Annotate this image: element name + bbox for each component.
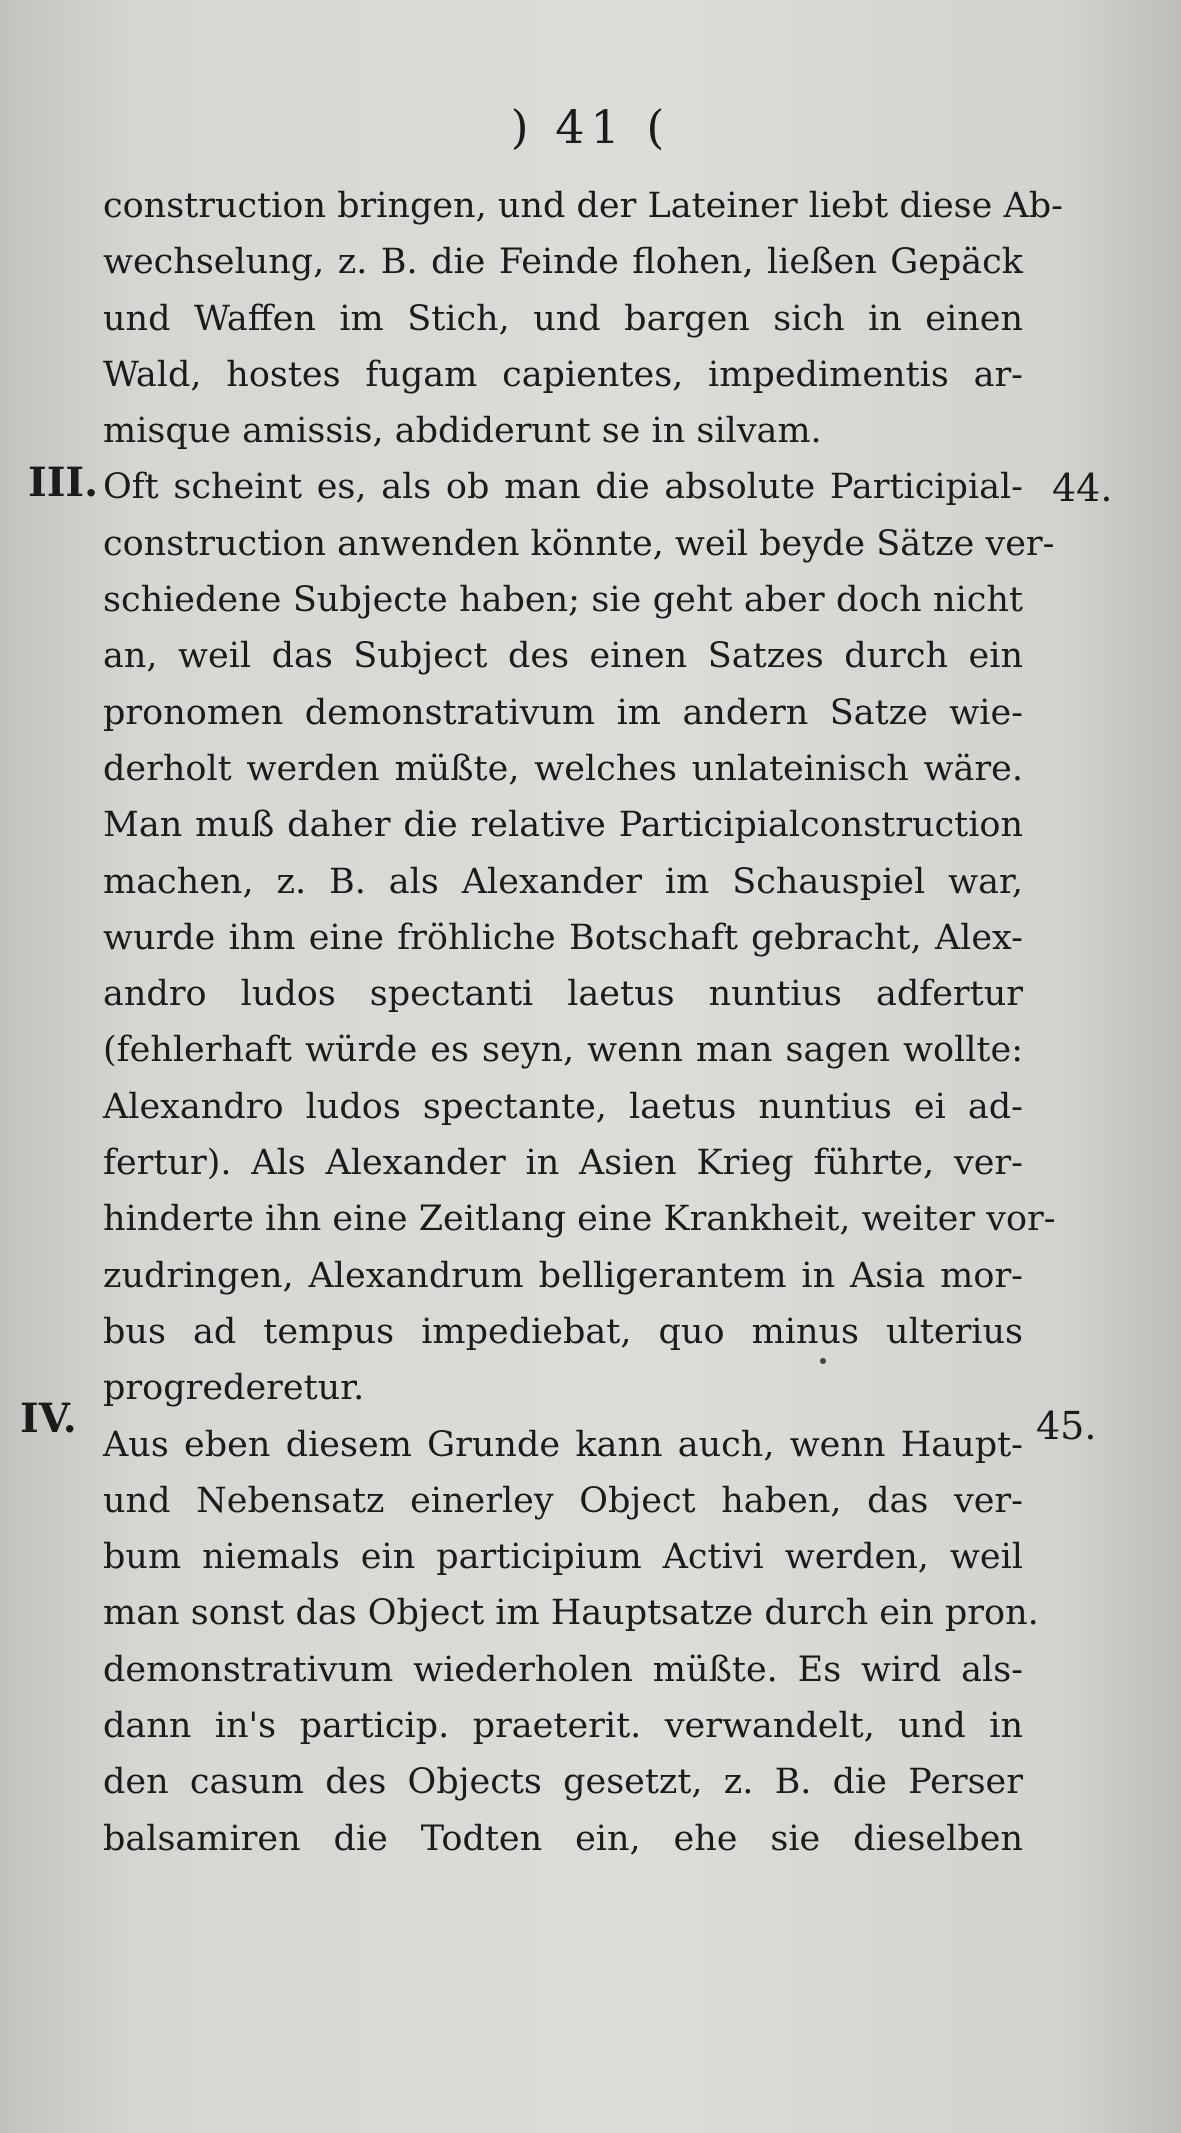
page-number: ) 41 (	[510, 100, 671, 154]
text-line: den casum des Objects gesetzt, z. B. die Perser	[103, 1762, 1023, 1803]
text-line: schiedene Subjecte haben; sie geht aber doch nicht	[103, 580, 1023, 621]
text-line: derholt werden müßte, welches unlateinisch wäre.	[103, 748, 1023, 789]
text-line: construction anwenden könnte, weil beyde Sätze ver-	[103, 523, 1055, 564]
text-line: demonstrativum wiederholen müßte. Es wird als-	[103, 1649, 1023, 1690]
text-line: bus ad tempus impediebat, quo minus ulterius	[103, 1311, 1023, 1352]
text-line: zudringen, Alexandrum belligerantem in Asia mor-	[103, 1255, 1023, 1296]
text-line: wechselung, z. B. die Feinde flohen, ließen Gepäck	[103, 242, 1023, 283]
text-line: an, weil das Subject des einen Satzes durch ein	[103, 636, 1023, 677]
section-number-iii: III.	[28, 459, 99, 506]
text-line: construction bringen, und der Lateiner liebt diese Ab-	[103, 186, 1063, 226]
text-line: fertur). Als Alexander in Asien Krieg führte, ver-	[103, 1143, 1023, 1184]
text-line: (fehlerhaft würde es seyn, wenn man sagen wollte:	[103, 1030, 1023, 1071]
text-line: Alexandro ludos spectante, laetus nuntius ei ad-	[103, 1086, 1023, 1127]
text-line: machen, z. B. als Alexander im Schauspiel war,	[103, 861, 1023, 902]
text-line: progrederetur.	[103, 1368, 365, 1409]
text-line: und Waffen im Stich, und bargen sich in einen	[103, 298, 1023, 339]
text-line: Aus eben diesem Grunde kann auch, wenn Haupt-	[103, 1424, 1023, 1465]
margin-number-45: 45.	[1036, 1404, 1097, 1448]
text-line: wurde ihm eine fröhliche Botschaft gebracht, Alex-	[103, 917, 1023, 958]
text-line: dann in's particip. praeterit. verwandelt, und in	[103, 1706, 1023, 1747]
text-line: misque amissis, abdiderunt se in silvam.	[103, 411, 822, 452]
text-line: Wald, hostes fugam capientes, impedimentis ar-	[103, 354, 1023, 395]
text-line: und Nebensatz einerley Object haben, das ver-	[103, 1480, 1023, 1521]
text-line: bum niemals ein participium Activi werden, weil	[103, 1537, 1023, 1578]
text-line: man sonst das Object im Hauptsatze durch ein pron.	[103, 1593, 1039, 1634]
margin-number-44: 44.	[1052, 466, 1113, 510]
text-line: hinderte ihn eine Zeitlang eine Krankheit, weiter vor-	[103, 1199, 1056, 1240]
text-line: andro ludos spectanti laetus nuntius adfertur	[103, 974, 1023, 1015]
text-line: Man muß daher die relative Participialconstruction	[103, 805, 1023, 846]
text-line: Oft scheint es, als ob man die absolute Participial-	[103, 467, 1023, 508]
text-line: balsamiren die Todten ein, ehe sie dieselben	[103, 1818, 1023, 1859]
section-number-iv: IV.	[20, 1395, 77, 1442]
text-line: pronomen demonstrativum im andern Satze wie-	[103, 692, 1023, 733]
body-text	[103, 178, 1063, 1867]
